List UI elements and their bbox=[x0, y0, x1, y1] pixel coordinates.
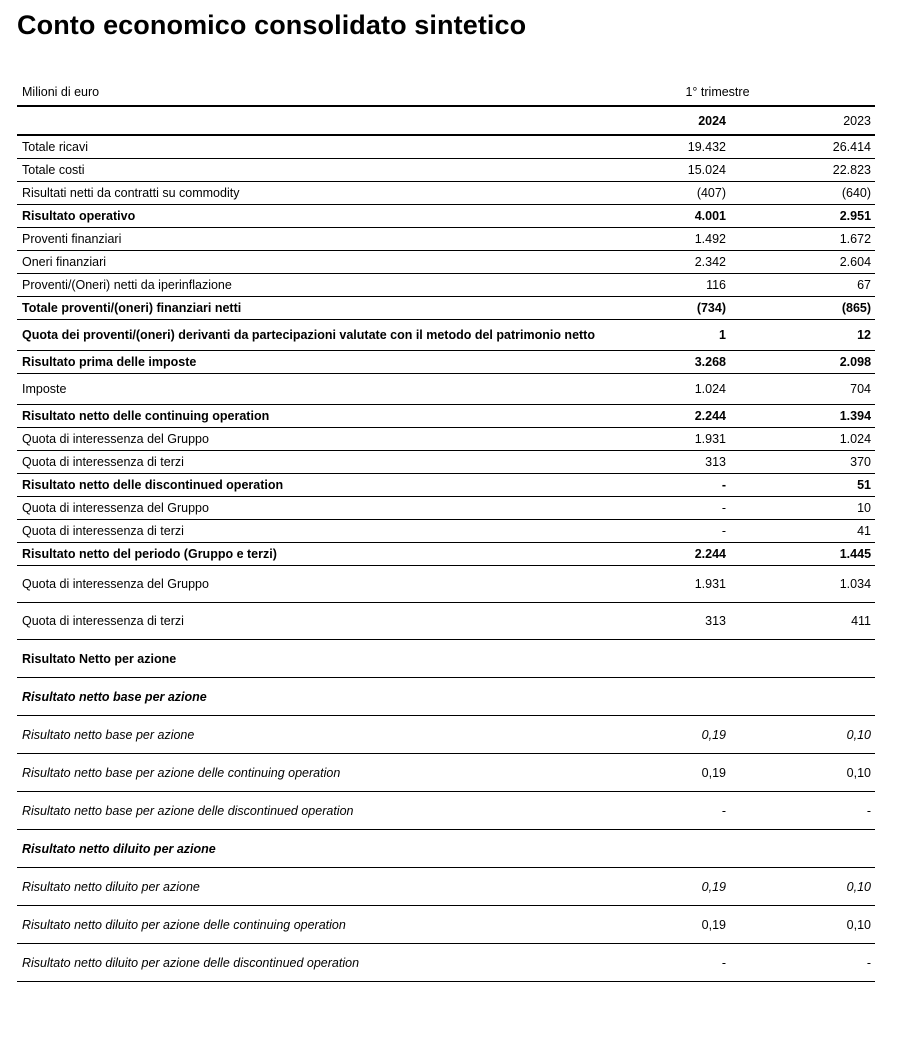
row-label: Quota di interessenza del Gruppo bbox=[17, 428, 625, 451]
table-row bbox=[17, 374, 875, 405]
value-2024: 116 bbox=[625, 274, 750, 297]
value-2023: 0,10 bbox=[750, 754, 875, 792]
value-2024: 1.931 bbox=[625, 428, 750, 451]
table-row bbox=[17, 205, 875, 228]
value-2024: (734) bbox=[625, 297, 750, 320]
row-label: Risultato netto base per azione bbox=[17, 678, 625, 716]
value-2024: 2.244 bbox=[625, 543, 750, 566]
value-2024: 313 bbox=[625, 451, 750, 474]
table-row bbox=[17, 868, 875, 906]
value-2023: 26.414 bbox=[750, 135, 875, 159]
value-2023: - bbox=[750, 792, 875, 830]
value-2023: 1.394 bbox=[750, 405, 875, 428]
row-label: Risultati netti da contratti su commodity bbox=[17, 182, 625, 205]
income-statement-table bbox=[17, 78, 875, 982]
row-label: Totale ricavi bbox=[17, 135, 625, 159]
value-2024: - bbox=[625, 944, 750, 982]
table-row bbox=[17, 451, 875, 474]
table-row bbox=[17, 716, 875, 754]
value-2024: 3.268 bbox=[625, 351, 750, 374]
row-label: Risultato netto diluito per azione bbox=[17, 868, 625, 906]
value-2023: 10 bbox=[750, 497, 875, 520]
value-2024: 4.001 bbox=[625, 205, 750, 228]
row-label: Quota di interessenza di terzi bbox=[17, 520, 625, 543]
table-row bbox=[17, 678, 875, 716]
table-row bbox=[17, 228, 875, 251]
value-2023: 2.098 bbox=[750, 351, 875, 374]
value-2024: 2.342 bbox=[625, 251, 750, 274]
year-current: 2024 bbox=[625, 106, 750, 135]
row-label: Imposte bbox=[17, 374, 625, 405]
value-2024: - bbox=[625, 792, 750, 830]
value-2023: 12 bbox=[750, 320, 875, 351]
row-label: Risultato netto delle continuing operation bbox=[17, 405, 625, 428]
value-2023 bbox=[750, 640, 875, 678]
row-label: Totale costi bbox=[17, 159, 625, 182]
row-label: Totale proventi/(oneri) finanziari netti bbox=[17, 297, 625, 320]
table-row bbox=[17, 297, 875, 320]
year-previous: 2023 bbox=[750, 106, 875, 135]
empty-header-cell bbox=[17, 106, 625, 135]
value-2023: 2.604 bbox=[750, 251, 875, 274]
value-2023: (865) bbox=[750, 297, 875, 320]
value-2023: 704 bbox=[750, 374, 875, 405]
value-2023: 22.823 bbox=[750, 159, 875, 182]
row-label: Oneri finanziari bbox=[17, 251, 625, 274]
value-2024: 0,19 bbox=[625, 716, 750, 754]
value-2024: 1.492 bbox=[625, 228, 750, 251]
table-row bbox=[17, 135, 875, 159]
value-2023: 0,10 bbox=[750, 716, 875, 754]
table-row bbox=[17, 543, 875, 566]
value-2024: 19.432 bbox=[625, 135, 750, 159]
row-label: Risultato netto diluito per azione delle continuing operation bbox=[17, 906, 625, 944]
table-row bbox=[17, 497, 875, 520]
table-row bbox=[17, 566, 875, 603]
row-label: Risultato netto base per azione delle discontinued operation bbox=[17, 792, 625, 830]
row-label: Proventi/(Oneri) netti da iperinflazione bbox=[17, 274, 625, 297]
value-2024: 0,19 bbox=[625, 754, 750, 792]
table-row bbox=[17, 944, 875, 982]
value-2023: 0,10 bbox=[750, 868, 875, 906]
value-2023: 1.445 bbox=[750, 543, 875, 566]
value-2023: 2.951 bbox=[750, 205, 875, 228]
value-2023: (640) bbox=[750, 182, 875, 205]
value-2024: - bbox=[625, 474, 750, 497]
value-2023 bbox=[750, 830, 875, 868]
row-label: Risultato netto base per azione delle continuing operation bbox=[17, 754, 625, 792]
row-label: Quota di interessenza del Gruppo bbox=[17, 566, 625, 603]
table-row bbox=[17, 159, 875, 182]
value-2024: - bbox=[625, 497, 750, 520]
row-label: Quota di interessenza di terzi bbox=[17, 603, 625, 640]
row-label: Risultato netto del periodo (Gruppo e terzi) bbox=[17, 543, 625, 566]
row-label: Risultato operativo bbox=[17, 205, 625, 228]
table-header-row bbox=[17, 78, 875, 106]
row-label: Quota di interessenza di terzi bbox=[17, 451, 625, 474]
row-label: Risultato netto diluito per azione bbox=[17, 830, 625, 868]
value-2024: 0,19 bbox=[625, 906, 750, 944]
value-2023 bbox=[750, 678, 875, 716]
value-2024 bbox=[625, 830, 750, 868]
value-2024 bbox=[625, 640, 750, 678]
page-title: Conto economico consolidato sintetico bbox=[17, 10, 527, 40]
value-2023: 370 bbox=[750, 451, 875, 474]
row-label: Quota dei proventi/(oneri) derivanti da partecipazioni valutate con il metodo del patrimonio netto bbox=[17, 320, 625, 351]
table-row bbox=[17, 405, 875, 428]
row-label: Risultato prima delle imposte bbox=[17, 351, 625, 374]
value-2024 bbox=[625, 678, 750, 716]
value-2024: 0,19 bbox=[625, 868, 750, 906]
table-row bbox=[17, 520, 875, 543]
table-row bbox=[17, 428, 875, 451]
value-2023: 1.034 bbox=[750, 566, 875, 603]
table-row bbox=[17, 603, 875, 640]
row-label: Proventi finanziari bbox=[17, 228, 625, 251]
row-label: Risultato Netto per azione bbox=[17, 640, 625, 678]
table-row bbox=[17, 251, 875, 274]
value-2023: 41 bbox=[750, 520, 875, 543]
value-2023: - bbox=[750, 944, 875, 982]
table-row bbox=[17, 906, 875, 944]
unit-label: Milioni di euro bbox=[17, 78, 625, 106]
table-row bbox=[17, 830, 875, 868]
table-row bbox=[17, 792, 875, 830]
table-row bbox=[17, 320, 875, 351]
table-row bbox=[17, 640, 875, 678]
table-row bbox=[17, 274, 875, 297]
value-2024: 15.024 bbox=[625, 159, 750, 182]
value-2024: 2.244 bbox=[625, 405, 750, 428]
table-row bbox=[17, 754, 875, 792]
row-label: Risultato netto base per azione bbox=[17, 716, 625, 754]
table-row bbox=[17, 351, 875, 374]
value-2024: 1.931 bbox=[625, 566, 750, 603]
value-2023: 1.024 bbox=[750, 428, 875, 451]
value-2024: 1 bbox=[625, 320, 750, 351]
value-2023: 51 bbox=[750, 474, 875, 497]
row-label: Risultato netto delle discontinued operation bbox=[17, 474, 625, 497]
value-2023: 0,10 bbox=[750, 906, 875, 944]
row-label: Risultato netto diluito per azione delle discontinued operation bbox=[17, 944, 625, 982]
value-2023: 67 bbox=[750, 274, 875, 297]
value-2023: 1.672 bbox=[750, 228, 875, 251]
value-2024: 1.024 bbox=[625, 374, 750, 405]
value-2024: (407) bbox=[625, 182, 750, 205]
period-label: 1° trimestre bbox=[625, 78, 875, 106]
value-2024: 313 bbox=[625, 603, 750, 640]
year-header-row bbox=[17, 106, 875, 135]
value-2024: - bbox=[625, 520, 750, 543]
value-2023: 411 bbox=[750, 603, 875, 640]
table-row bbox=[17, 474, 875, 497]
table-row bbox=[17, 182, 875, 205]
row-label: Quota di interessenza del Gruppo bbox=[17, 497, 625, 520]
